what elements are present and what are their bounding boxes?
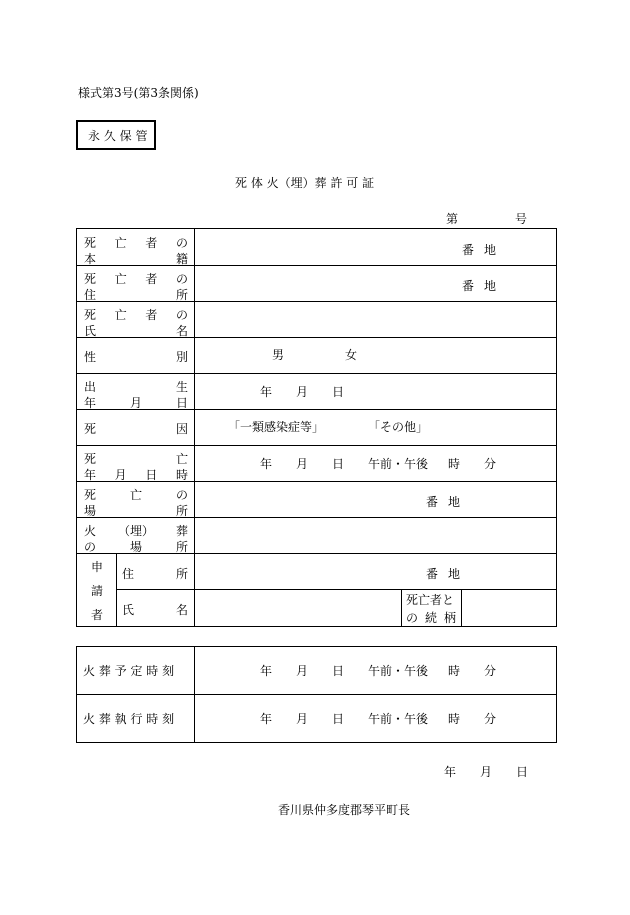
applicant-name-label: 氏 名 [122, 603, 188, 617]
shimei-label-line2: 氏 名 [84, 324, 188, 338]
cremation-place-label-line1: 火 （埋） 葬 [84, 524, 188, 538]
stamp-box [76, 120, 156, 150]
death-day: 日 [332, 457, 345, 471]
cause-label: 死 因 [84, 422, 188, 436]
relation-label-line1: 死亡者と [406, 593, 455, 607]
number-dai: 第 [446, 212, 459, 226]
applicant-side-2: 請 [91, 584, 104, 598]
jusho-label-line1: 死 亡 者 の [84, 272, 188, 286]
planned-day: 日 [332, 664, 345, 678]
executed-year: 年 [260, 712, 273, 726]
cremation-place-label-line2: の 場 所 [84, 540, 188, 554]
birth-label-line2: 年 月 日 [84, 396, 188, 410]
issue-year: 年 [444, 765, 457, 779]
death-minute: 分 [484, 457, 497, 471]
death-place-label-line1: 死 亡 の [84, 488, 188, 502]
birth-day: 日 [332, 385, 345, 399]
executed-minute: 分 [484, 712, 497, 726]
planned-month: 月 [296, 664, 309, 678]
executed-ampm: 午前・午後 [368, 712, 429, 726]
issue-month: 月 [480, 765, 493, 779]
sex-female: 女 [345, 348, 358, 362]
death-month: 月 [296, 457, 309, 471]
death-hour: 時 [448, 457, 461, 471]
issue-day: 日 [516, 765, 529, 779]
form-number: 様式第3号(第3条関係) [78, 86, 199, 100]
honseki-label-line2: 本 籍 [84, 252, 188, 266]
death-time-label-line1: 死 亡 [84, 452, 188, 466]
planned-ampm: 午前・午後 [368, 664, 429, 678]
death-place-label-line2: 場 所 [84, 504, 188, 518]
death-time-label-line2: 年 月 日 時 [84, 468, 188, 482]
executed-hour: 時 [448, 712, 461, 726]
cremation-executed-label: 火 葬 執 行 時 刻 [83, 712, 175, 726]
cause-option-infection: 「一類感染症等」 [228, 420, 325, 434]
relation-label-line2: の 続 柄 [406, 611, 456, 625]
issuer: 香川県仲多度郡琴平町長 [278, 803, 411, 817]
death-year: 年 [260, 457, 273, 471]
birth-month: 月 [296, 385, 309, 399]
jusho-banchi: 番 地 [462, 279, 496, 293]
planned-year: 年 [260, 664, 273, 678]
birth-label-line1: 出 生 [84, 380, 188, 394]
planned-minute: 分 [484, 664, 497, 678]
executed-month: 月 [296, 712, 309, 726]
number-go: 号 [515, 212, 528, 226]
planned-hour: 時 [448, 664, 461, 678]
jusho-label-line2: 住 所 [84, 288, 188, 302]
applicant-address-label: 住 所 [122, 567, 188, 581]
sex-male: 男 [272, 348, 285, 362]
applicant-side-3: 者 [91, 608, 104, 622]
cause-option-other: 「その他」 [368, 420, 429, 434]
death-ampm: 午前・午後 [368, 457, 429, 471]
honseki-label-line1: 死 亡 者 の [84, 236, 188, 250]
shimei-label-line1: 死 亡 者 の [84, 308, 188, 322]
cremation-planned-label: 火 葬 予 定 時 刻 [83, 664, 175, 678]
honseki-banchi: 番 地 [462, 243, 496, 257]
applicant-side-1: 申 [91, 560, 104, 574]
executed-day: 日 [332, 712, 345, 726]
stamp-text: 永 久 保 管 [88, 129, 148, 143]
death-place-banchi: 番 地 [426, 495, 460, 509]
sei-label: 性 別 [84, 350, 188, 364]
applicant-address-banchi: 番 地 [426, 567, 460, 581]
birth-year: 年 [260, 385, 273, 399]
page-title: 死 体 火（埋）葬 許 可 証 [235, 176, 375, 190]
